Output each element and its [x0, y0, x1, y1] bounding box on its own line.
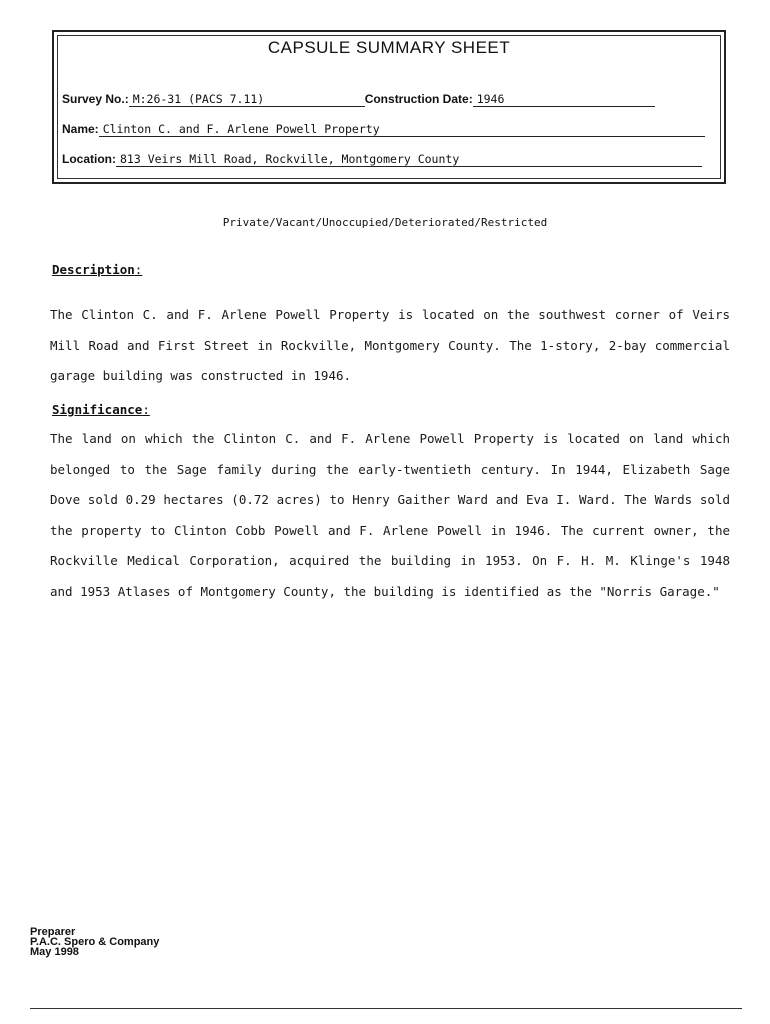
construction-date-value: 1946 — [473, 92, 655, 107]
bottom-divider — [30, 1008, 742, 1009]
significance-text: The land on which the Clinton C. and F. Arlene Powell Property is located on land which belonged to the Sage family during the early-twentieth century. In 1944, Elizabeth Sage Dove sold 0.29 hectares (0.72 acres) to Henry Gaither Ward and Eva I. Ward. The Wards sold the property to Clinton Cobb Powell and F. Arlene Powell in 1946. The current owner, the Rockville Medical Corporation, acquired the building in 1953. On F. H. M. Klinge's 1948 and 1953 Atlases of Montgomery County, the building is identified as the "Norris Garage." — [50, 431, 730, 599]
significance-heading-text: Significance — [52, 402, 143, 417]
preparer-block — [30, 927, 159, 957]
name-label: Name: — [62, 122, 99, 136]
preparer-label: Preparer — [30, 926, 76, 938]
preparer-company: P.A.C. Spero & Company — [30, 936, 160, 948]
status-line: Private/Vacant/Unoccupied/Deteriorated/Restricted — [222, 216, 548, 229]
survey-label: Survey No.: — [62, 92, 129, 106]
survey-row — [62, 92, 716, 108]
description-heading: Description: — [52, 262, 143, 277]
capsule-header-box — [52, 30, 726, 184]
location-label: Location: — [62, 152, 116, 166]
construction-date-label: Construction Date: — [364, 92, 473, 106]
name-value: Clinton C. and F. Arlene Powell Property — [99, 122, 705, 137]
survey-value: M:26-31 (PACS 7.11) — [129, 92, 365, 107]
page-title: CAPSULE SUMMARY SHEET — [267, 38, 511, 57]
significance-heading: Significance: — [52, 402, 150, 417]
location-row — [62, 152, 716, 168]
description-text: The Clinton C. and F. Arlene Powell Property is located on the southwest corner of Veirs Mill Road and First Street in Rockville, Montgomery County. The 1-story, 2-bay commercial garage building was constructed in 1946. — [50, 307, 730, 383]
name-row — [62, 122, 716, 138]
description-heading-text: Description — [52, 262, 135, 277]
location-value: 813 Veirs Mill Road, Rockville, Montgomery County — [116, 152, 702, 167]
preparer-date: May 1998 — [30, 946, 79, 958]
